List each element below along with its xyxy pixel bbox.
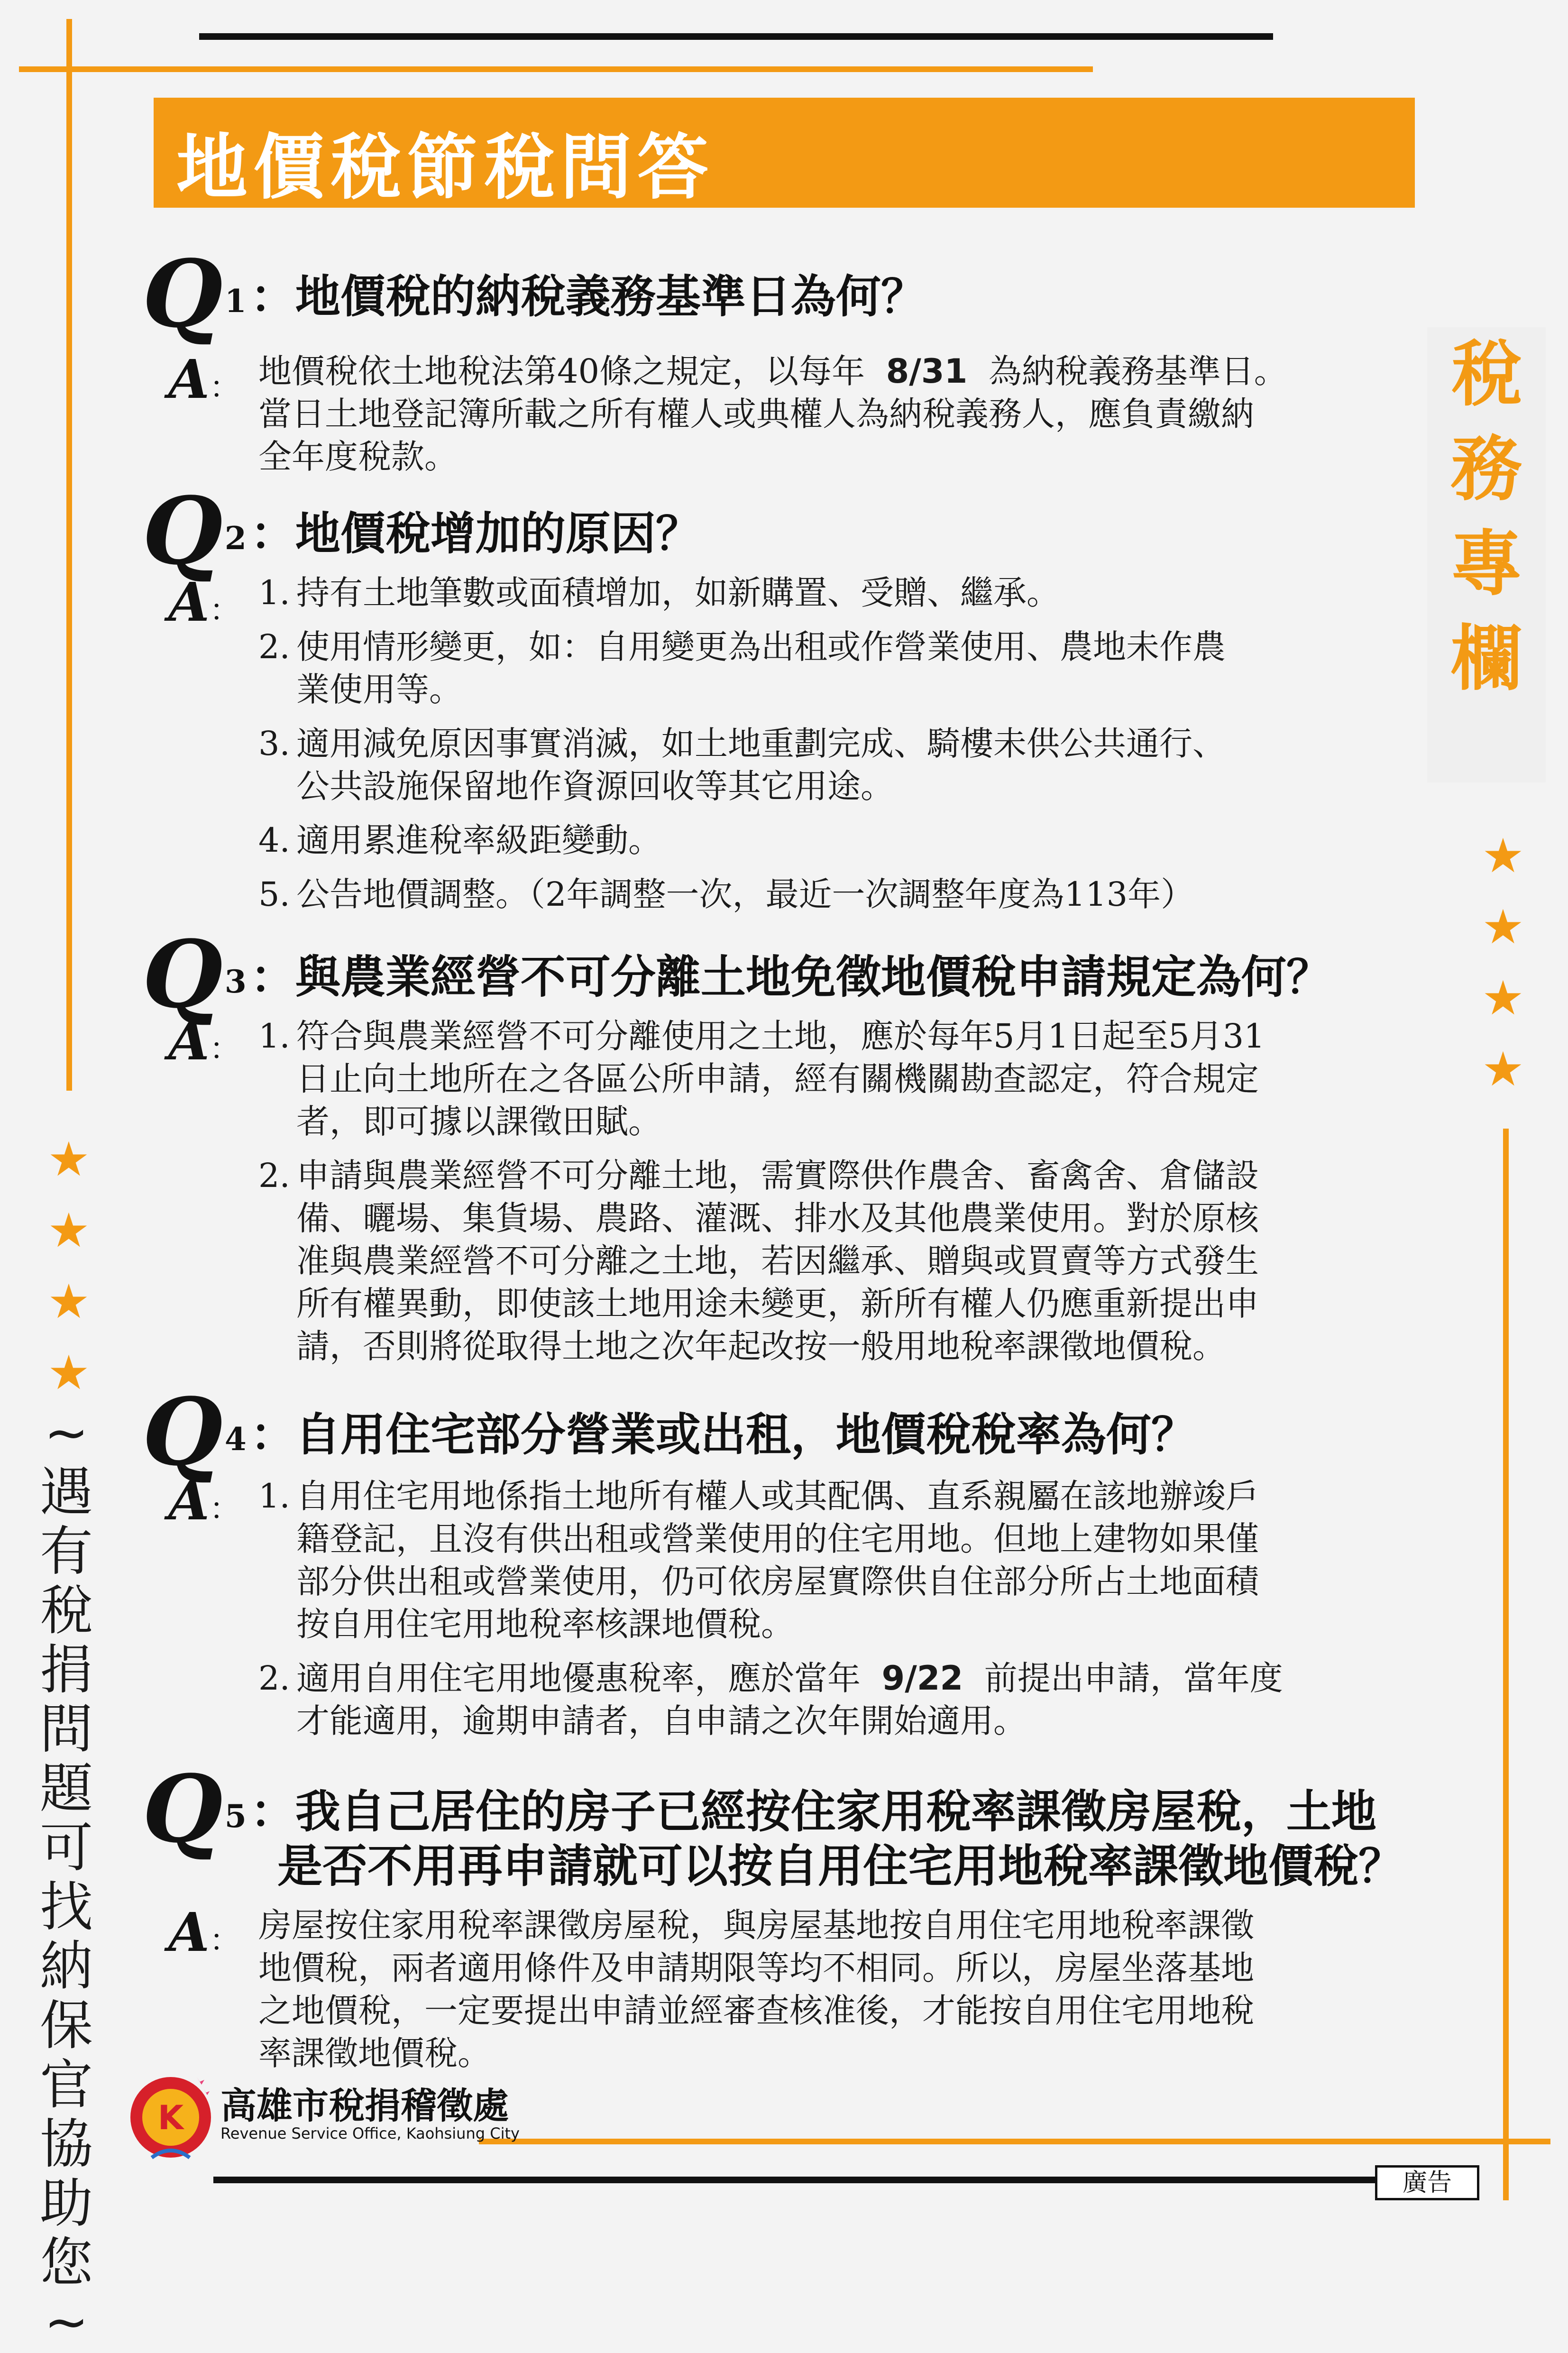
column-label-char: 欄 bbox=[1450, 618, 1522, 700]
slogan-char: ~ bbox=[44, 1402, 89, 1464]
star-icon: ★ bbox=[47, 1274, 90, 1329]
question-text: 地價稅增加的原因？ bbox=[295, 507, 701, 560]
a-colon: ： bbox=[209, 1923, 240, 1958]
q-mark: Q bbox=[142, 920, 223, 1029]
answer-line: 公共設施保留地作資源回收等其它用途。 bbox=[296, 767, 894, 806]
answer-line: 備、曬場、集貨場、農路、灌溉、排水及其他農業使用。對於原核 bbox=[296, 1199, 1259, 1238]
q-number: 3 bbox=[224, 963, 247, 1000]
answer-date: 9/22 bbox=[881, 1659, 963, 1698]
a-mark: A bbox=[168, 571, 210, 634]
column-label-char: 專 bbox=[1450, 523, 1522, 606]
answer-line: 地價稅依土地稅法第40條之規定，以每年 bbox=[258, 352, 865, 391]
star-icon: ★ bbox=[1482, 899, 1524, 955]
q-colon: ： bbox=[250, 507, 295, 560]
answer-line: 地價稅，兩者適用條件及申請期限等均不相同。所以，房屋坐落基地 bbox=[258, 1949, 1254, 1987]
slogan-char: 可 bbox=[40, 1817, 93, 1879]
answer-2 bbox=[258, 571, 1226, 916]
answer-line: 適用減免原因事實消滅，如土地重劃完成、騎樓未供公共通行、 bbox=[296, 724, 1226, 763]
slogan-char: 稅 bbox=[40, 1580, 93, 1642]
answer-line: 准與農業經營不可分離之土地，若因繼承、贈與或買賣等方式發生 bbox=[296, 1241, 1259, 1280]
answer-line: 所有權異動，即使該土地用途未變更，新所有權人仍應重新提出申 bbox=[296, 1284, 1259, 1323]
answer-line: 使用情形變更，如：自用變更為出租或作營業使用、農地未作農 bbox=[296, 627, 1226, 666]
star-icon: ★ bbox=[47, 1203, 90, 1258]
answer-line: 才能適用，逾期申請者，自申請之次年開始適用。 bbox=[296, 1701, 1027, 1740]
item-number: 1. bbox=[258, 1477, 290, 1516]
item-number: 2. bbox=[258, 1659, 290, 1698]
right-star-column bbox=[1470, 820, 1536, 1105]
answer-4 bbox=[258, 1475, 1283, 1742]
q-mark: Q bbox=[142, 477, 223, 585]
item-number: 2. bbox=[258, 627, 290, 666]
answer-line: 當日土地登記簿所載之所有權人或典權人為納稅義務人，應負責繳納 bbox=[258, 395, 1254, 433]
answer-4-marker bbox=[168, 1470, 240, 1532]
question-text: 與農業經營不可分離土地免徵地價稅申請規定為何？ bbox=[295, 951, 1331, 1003]
a-colon: ： bbox=[209, 1032, 240, 1067]
a-mark: A bbox=[168, 1470, 210, 1532]
answer-line: 率課徵地價稅。 bbox=[258, 2034, 491, 2073]
answer-line: 業使用等。 bbox=[296, 670, 462, 709]
right-orange-rule-bottom bbox=[1503, 1129, 1509, 2200]
q-number: 1 bbox=[224, 283, 247, 320]
slogan-char: 有 bbox=[40, 1521, 93, 1582]
item-number: 1. bbox=[258, 1017, 290, 1056]
slogan-char: 題 bbox=[40, 1758, 93, 1820]
slogan-char: 協 bbox=[40, 2114, 93, 2175]
answer-line: 房屋按住家用稅率課徵房屋稅，與房屋基地按自用住宅用地稅率課徵 bbox=[258, 1906, 1254, 1945]
slogan-char: 保 bbox=[40, 1995, 93, 2057]
bottom-orange-rule bbox=[479, 2139, 1550, 2144]
q-mark: Q bbox=[142, 1755, 223, 1863]
office-name: 高雄市稅捐稽徵處 bbox=[220, 2085, 509, 2127]
answer-line: 持有土地筆數或面積增加，如新購置、受贈、繼承。 bbox=[296, 573, 1060, 612]
slogan-char: 納 bbox=[40, 1936, 93, 1997]
q-colon: ： bbox=[250, 1785, 295, 1838]
slogan-char: 捐 bbox=[40, 1639, 93, 1701]
answer-line: 之地價稅，一定要提出申請並經審查核准後，才能按自用住宅用地稅 bbox=[258, 1991, 1254, 2030]
answer-line: 按自用住宅用地稅率核課地價稅。 bbox=[296, 1605, 794, 1644]
answer-1 bbox=[258, 350, 1287, 478]
q-colon: ： bbox=[250, 270, 295, 323]
question-2 bbox=[142, 477, 701, 585]
answer-2-marker bbox=[168, 571, 240, 634]
vertical-slogan bbox=[28, 1404, 104, 2352]
answer-line: 申請與農業經營不可分離土地，需實際供作農舍、畜禽舍、倉儲設 bbox=[296, 1156, 1259, 1195]
slogan-char: 官 bbox=[40, 2054, 93, 2116]
star-icon: ★ bbox=[1482, 828, 1524, 883]
q-colon: ： bbox=[250, 1408, 295, 1461]
answer-line: 自用住宅用地係指土地所有權人或其配偶、直系親屬在該地辦竣戶 bbox=[296, 1477, 1259, 1516]
page-title: 地價稅節稅問答 bbox=[176, 127, 715, 209]
slogan-char: 助 bbox=[40, 2173, 93, 2234]
slogan-char: ~ bbox=[44, 2291, 89, 2353]
column-label bbox=[1427, 327, 1546, 782]
slogan-char: 找 bbox=[40, 1876, 93, 1938]
q-number: 4 bbox=[224, 1421, 247, 1458]
ad-badge: 廣告 bbox=[1375, 2165, 1479, 2200]
office-name-english: Revenue Service Office, Kaohsiung City bbox=[220, 2124, 520, 2142]
star-icon: ★ bbox=[1482, 970, 1524, 1026]
top-orange-rule bbox=[19, 66, 1093, 72]
answer-line: 為納稅義務基準日。 bbox=[988, 352, 1287, 391]
column-label-char: 稅 bbox=[1450, 333, 1522, 416]
left-orange-rule-top bbox=[66, 19, 72, 1091]
question-text: 地價稅的納稅義務基準日為何？ bbox=[295, 270, 926, 323]
answer-line: 籍登記，且沒有供出租或營業使用的住宅用地。但地上建物如果僅 bbox=[296, 1519, 1259, 1558]
answer-line: 適用累進稅率級距變動。 bbox=[296, 821, 661, 860]
a-colon: ： bbox=[209, 593, 240, 628]
answer-line: 部分供出租或營業使用，仍可依房屋實際供自住部分所占土地面積 bbox=[296, 1562, 1259, 1601]
item-number: 1. bbox=[258, 573, 290, 612]
office-logo-block bbox=[119, 2049, 520, 2181]
question-5-line-2 bbox=[277, 1830, 1403, 1895]
star-icon: ★ bbox=[1482, 1041, 1524, 1097]
a-mark: A bbox=[168, 1902, 210, 1964]
answer-line: 請，否則將從取得土地之次年起改按一般用地稅率課徵地價稅。 bbox=[296, 1327, 1226, 1366]
slogan-char: 遇 bbox=[40, 1461, 93, 1523]
q-mark: Q bbox=[142, 239, 223, 348]
a-mark: A bbox=[168, 349, 210, 411]
answer-line: 公告地價調整。（2年調整一次，最近一次調整年度為113年） bbox=[296, 875, 1194, 914]
question-text: 自用住宅部分營業或出租，地價稅稅率為何？ bbox=[295, 1408, 1196, 1461]
title-band bbox=[154, 98, 1415, 208]
answer-date: 8/31 bbox=[886, 352, 968, 391]
a-colon: ： bbox=[209, 1492, 240, 1527]
star-icon: ★ bbox=[47, 1131, 90, 1187]
answer-line: 全年度稅款。 bbox=[258, 437, 458, 476]
answer-line: 適用自用住宅用地優惠稅率，應於當年 bbox=[296, 1659, 861, 1698]
answer-line: 符合與農業經營不可分離使用之土地，應於每年5月1日起至5月31 bbox=[296, 1017, 1265, 1056]
answer-line: 日止向土地所在之各區公所申請，經有關機關勘查認定，符合規定 bbox=[296, 1059, 1259, 1098]
left-star-column bbox=[36, 1124, 102, 1408]
question-text: 是否不用再申請就可以按自用住宅用地稅率課徵地價稅？ bbox=[277, 1840, 1404, 1893]
slogan-char: 您 bbox=[40, 2232, 93, 2294]
answer-1-marker bbox=[168, 349, 240, 411]
question-4 bbox=[142, 1378, 1196, 1486]
a-mark: A bbox=[168, 1010, 210, 1072]
item-number: 3. bbox=[258, 724, 290, 763]
q-number: 5 bbox=[224, 1798, 247, 1835]
top-black-rule bbox=[199, 33, 1273, 40]
office-logo-icon bbox=[123, 2068, 218, 2162]
question-text: 我自己居住的房子已經按住家用稅率課徵房屋稅，土地 bbox=[295, 1785, 1376, 1838]
item-number: 4. bbox=[258, 821, 290, 860]
q-colon: ： bbox=[250, 951, 295, 1003]
q-number: 2 bbox=[224, 520, 247, 557]
q-mark: Q bbox=[142, 1378, 223, 1486]
answer-3 bbox=[258, 1015, 1265, 1368]
answer-line: 者，即可據以課徵田賦。 bbox=[296, 1102, 661, 1141]
a-colon: ： bbox=[209, 370, 240, 405]
question-1 bbox=[142, 239, 926, 348]
question-3 bbox=[142, 920, 1331, 1029]
answer-5-marker bbox=[168, 1902, 240, 1964]
star-icon: ★ bbox=[47, 1345, 90, 1400]
item-number: 2. bbox=[258, 1156, 290, 1195]
slogan-char: 問 bbox=[40, 1699, 93, 1760]
item-number: 5. bbox=[258, 875, 290, 914]
column-label-char: 務 bbox=[1450, 428, 1522, 511]
logo-letter: K bbox=[157, 2098, 184, 2137]
answer-line: 前提出申請，當年度 bbox=[984, 1659, 1283, 1698]
answer-3-marker bbox=[168, 1010, 240, 1072]
